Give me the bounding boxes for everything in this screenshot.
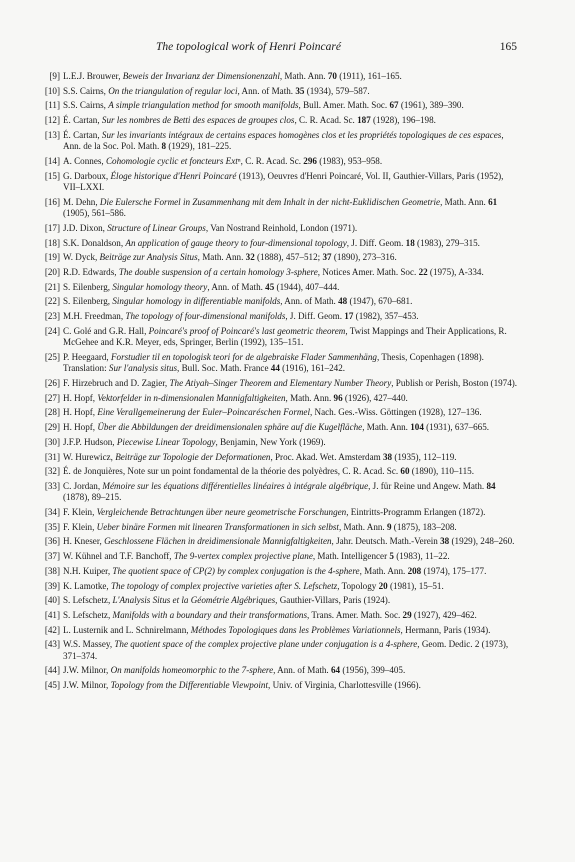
reference-volume: 187 <box>357 115 371 126</box>
reference-entry <box>30 156 518 167</box>
reference-segment: (1944), 407–444. <box>274 281 340 292</box>
reference-text <box>63 452 518 463</box>
reference-volume: 104 <box>410 422 424 433</box>
reference-number: [11] <box>45 100 60 111</box>
reference-entry <box>30 393 518 404</box>
reference-entry <box>30 437 518 448</box>
reference-segment: , Ann. of Math. <box>280 296 339 307</box>
reference-number: [33] <box>44 480 60 491</box>
reference-title: The 9-vertex complex projective plane <box>173 551 313 562</box>
reference-segment: C. Golé and G.R. Hall, <box>63 325 149 336</box>
reference-volume: 32 <box>245 252 255 263</box>
reference-number: [13] <box>44 129 60 140</box>
reference-number: [29] <box>44 422 60 433</box>
reference-entry <box>30 422 518 433</box>
running-title: The topological work of Henri Poincaré <box>156 41 341 53</box>
reference-volume: 48 <box>338 296 348 307</box>
reference-text <box>63 311 518 322</box>
reference-segment: , Math. Ann. <box>285 392 334 403</box>
reference-number: [20] <box>44 266 60 277</box>
reference-volume: 8 <box>161 141 167 152</box>
reference-segment: , Twist Mappings and Their Applications, R. McGehee and K.R. Meyer, eds, Springer, Berlin (1992), 135–151. <box>63 325 507 348</box>
reference-number: [38] <box>44 565 60 576</box>
reference-entry <box>30 595 518 606</box>
reference-segment: H. Hopf, <box>63 407 98 418</box>
reference-entry <box>30 536 518 547</box>
reference-text <box>63 223 518 234</box>
reference-entry <box>30 352 518 375</box>
reference-title: The double suspension of a certain homology 3-sphere <box>118 266 318 277</box>
reference-segment: (1911), 161–165. <box>336 71 402 81</box>
reference-title: Éloge historique d'Henri Poincaré <box>110 170 237 181</box>
reference-text <box>63 551 518 562</box>
reference-title: Beiträge zur Topologie der Deformationen <box>115 451 271 462</box>
reference-entry <box>30 223 518 234</box>
reference-title: On manifolds homeomorphic to the 7-sphere <box>110 665 274 676</box>
reference-segment: , Van Nostrand Reinhold, London (1971). <box>205 222 358 233</box>
reference-text <box>63 437 518 448</box>
reference-volume: 17 <box>344 311 354 322</box>
reference-segment: (1888), 457–512; <box>254 252 323 263</box>
reference-segment: C. Jordan, <box>63 480 103 491</box>
reference-title: Vektorfelder in n-dimensionalen Mannigfaltigkeiten <box>97 392 286 403</box>
reference-segment: S. Eilenberg, <box>63 281 113 292</box>
reference-text <box>63 71 518 82</box>
reference-segment: , J. für Reine und Angew. Math. <box>368 480 487 491</box>
reference-text <box>63 665 518 676</box>
reference-text <box>63 566 518 577</box>
reference-text <box>63 130 518 153</box>
reference-segment: S. Lefschetz, <box>63 609 113 620</box>
reference-text <box>63 625 518 636</box>
reference-volume: 44 <box>270 363 280 374</box>
reference-text <box>63 171 518 194</box>
reference-segment: F. Hirzebruch and D. Zagier, <box>63 377 170 388</box>
reference-title: The quotient space of CP(2) by complex conjugation is the 4-sphere <box>112 565 360 576</box>
reference-title: Cohomologie cyclic et foncteurs Ext <box>105 155 238 166</box>
reference-volume: 20 <box>378 580 388 591</box>
reference-title: A simple triangulation method for smooth manifolds <box>108 100 299 111</box>
reference-title: Sur les nombres de Betti des espaces de groupes clos <box>101 115 295 126</box>
reference-title: Sur l'analysis situs <box>108 363 178 374</box>
reference-segment: , Ann. of Math. <box>207 281 266 292</box>
reference-volume: 45 <box>265 281 275 292</box>
reference-entry <box>30 566 518 577</box>
reference-segment: W. Hurewicz, <box>63 451 116 462</box>
reference-segment: , Bull. Soc. Math. France <box>177 363 271 374</box>
reference-number: [32] <box>44 466 60 477</box>
reference-number: [34] <box>44 507 60 518</box>
reference-number: [31] <box>44 451 60 462</box>
reference-segment: (1926), 427–440. <box>342 392 408 403</box>
reference-volume: 96 <box>333 392 343 403</box>
reference-text <box>63 267 518 278</box>
reference-title: The Atiyah–Singer Theorem and Elementary Number Theory <box>169 377 392 388</box>
reference-segment: , Math. Ann. <box>279 71 328 81</box>
reference-volume: 18 <box>405 237 415 248</box>
reference-text <box>63 407 518 418</box>
reference-number: [17] <box>44 222 60 233</box>
reference-segment: F. Klein, <box>63 521 97 532</box>
reference-segment: (1905), 561–586. <box>63 208 126 219</box>
reference-entry <box>30 197 518 220</box>
reference-segment: M.H. Freedman, <box>63 311 126 322</box>
reference-segment: (1935), 112–119. <box>392 451 457 462</box>
reference-title: Beiträge zur Analysis Situs <box>99 252 198 263</box>
reference-segment: É. Cartan, <box>63 129 102 140</box>
reference-title: Vergleichende Betrachtungen über neure geometrische Forschungen <box>96 507 347 518</box>
reference-volume: 5 <box>389 551 394 562</box>
reference-number: [12] <box>44 115 60 126</box>
reference-segment: , Geom. Dedic. 2 (1973), 371–374. <box>63 639 509 661</box>
reference-number: [39] <box>44 580 60 591</box>
reference-list <box>30 71 518 695</box>
reference-segment: (1929), 248–260. <box>449 536 515 547</box>
reference-title: Ueber binäre Formen mit linearen Transformationen in sich selbst <box>96 521 339 532</box>
reference-segment: , Math. Ann. <box>440 196 489 207</box>
reference-segment: (1927), 429–462. <box>411 609 477 620</box>
reference-entry <box>30 378 518 389</box>
reference-segment: (1974), 175–177. <box>421 565 487 576</box>
reference-segment: M. Dehn, <box>63 196 100 207</box>
reference-entry <box>30 610 518 621</box>
reference-segment: (1961), 389–390. <box>398 100 464 111</box>
reference-number: [22] <box>44 296 60 307</box>
reference-text <box>63 326 518 349</box>
reference-title: Über die Abbildungen der dreidimensionalen sphäre auf die Kugelfläche <box>97 422 363 433</box>
reference-segment: L. Lusternik and L. Schnirelmann, <box>63 624 191 635</box>
reference-title: Sur les invariants intégraux de certains espaces homogènes clos et les propriétés topologiques de ces espaces <box>101 129 502 140</box>
reference-volume: 70 <box>327 71 337 81</box>
reference-segment: H. Hopf, <box>63 422 98 433</box>
reference-segment: (1982), 357–453. <box>353 311 419 322</box>
reference-segment: , Trans. Amer. Math. Soc. <box>307 609 403 620</box>
reference-volume: 37 <box>322 252 332 263</box>
reference-segment: J.D. Dixon, <box>63 222 108 233</box>
reference-segment: (1983), 11–22. <box>393 551 450 562</box>
reference-segment: , J. Diff. Geom. <box>285 311 345 322</box>
reference-title: Geschlossene Flächen in dreidimensionale Mannigfaltigkeiten <box>104 536 332 547</box>
reference-entry <box>30 282 518 293</box>
reference-number: [19] <box>44 252 60 263</box>
running-header <box>30 40 517 54</box>
reference-segment: , Univ. of Virginia, Charlottesville (1966). <box>268 680 421 691</box>
reference-segment: (1981), 15–51. <box>387 580 444 591</box>
reference-title: Topology from the Differentiable Viewpoint <box>110 680 269 691</box>
reference-number: [36] <box>44 536 60 547</box>
reference-text <box>63 422 518 433</box>
reference-volume: 29 <box>402 609 412 620</box>
reference-segment: , Math. Ann. <box>197 252 246 263</box>
reference-entry <box>30 466 518 477</box>
reference-segment: L.E.J. Brouwer, <box>63 71 123 81</box>
reference-segment: (1929), 181–225. <box>166 141 232 152</box>
reference-volume: 64 <box>330 665 341 676</box>
reference-number: [45] <box>44 680 60 691</box>
reference-segment: S. Eilenberg, <box>63 296 113 307</box>
reference-entry <box>30 100 518 111</box>
reference-segment: , C. R. Acad. Sc. <box>294 115 358 126</box>
reference-volume: 38 <box>382 451 393 462</box>
reference-segment: , Topology <box>337 580 379 591</box>
reference-title: Piecewise Linear Topology <box>116 436 216 447</box>
reference-number: [27] <box>44 392 60 403</box>
reference-segment: , Eintritts-Programm Erlangen (1872). <box>346 507 486 518</box>
reference-segment: (1928), 196–198. <box>370 115 436 126</box>
reference-segment: , Gauthier-Villars, Paris (1924). <box>275 595 391 606</box>
reference-title: Eine Verallgemeinerung der Euler–Poincaréschen Formel <box>97 407 310 418</box>
reference-segment: (1983), 279–315. <box>414 237 480 248</box>
reference-segment: , Notices Amer. Math. Soc. <box>317 266 419 277</box>
reference-text <box>63 393 518 404</box>
reference-title: An application of gauge theory to four-dimensional topology <box>125 237 347 248</box>
reference-volume: 67 <box>389 100 399 111</box>
reference-segment: , Math. Intelligencer <box>312 551 390 562</box>
reference-volume: 61 <box>488 196 498 207</box>
reference-number: [16] <box>44 196 60 207</box>
reference-entry <box>30 452 518 463</box>
reference-title: Manifolds with a boundary and their transformations <box>112 609 308 620</box>
reference-entry <box>30 238 518 249</box>
reference-title: The topology of four-dimensional manifolds <box>125 311 286 322</box>
reference-segment: (1983), 953–958. <box>316 155 383 166</box>
reference-segment: (1875), 183–208. <box>391 521 457 532</box>
reference-entry <box>30 407 518 418</box>
reference-segment: , Nach. Ges.-Wiss. Göttingen (1928), 127–136. <box>310 407 482 418</box>
reference-title: Structure of Linear Groups <box>107 222 206 233</box>
reference-number: [18] <box>44 237 60 248</box>
reference-text <box>63 610 518 621</box>
reference-entry <box>30 522 518 533</box>
reference-number: [28] <box>44 407 60 418</box>
reference-segment: J.W. Milnor, <box>63 680 111 691</box>
reference-segment: É. Cartan, <box>63 115 102 126</box>
reference-entry <box>30 130 518 153</box>
reference-text <box>63 378 518 389</box>
reference-segment: (1890), 110–115. <box>409 466 474 477</box>
reference-text <box>63 156 518 167</box>
reference-number: [14] <box>44 155 60 166</box>
reference-segment: , Hermann, Paris (1934). <box>400 624 491 635</box>
reference-text <box>63 466 518 477</box>
reference-segment: F. Klein, <box>63 507 97 518</box>
reference-entry <box>30 665 518 676</box>
reference-segment: W.S. Massey, <box>63 639 115 650</box>
reference-segment: , Ann. of Math. <box>237 85 296 96</box>
reference-entry <box>30 481 518 504</box>
reference-segment: (1956), 399–405. <box>340 665 406 676</box>
reference-segment: (1975), A-334. <box>427 266 484 277</box>
reference-volume: 208 <box>407 565 422 576</box>
reference-segment: S. Lefschetz, <box>63 595 113 606</box>
page-number: 165 <box>499 41 517 53</box>
reference-title: Méthodes Topologiques dans les Problèmes Variationnels <box>190 624 401 635</box>
reference-segment: ⁿ, C. R. Acad. Sc. <box>237 155 304 166</box>
reference-number: [24] <box>44 325 60 336</box>
reference-number: [9] <box>49 71 60 81</box>
reference-number: [26] <box>44 377 60 388</box>
reference-segment: H. Hopf, <box>63 392 98 403</box>
reference-volume: 35 <box>295 85 305 96</box>
reference-segment: P. Heegaard, <box>63 351 111 362</box>
reference-text <box>63 115 518 126</box>
reference-entry <box>30 252 518 263</box>
reference-number: [35] <box>44 521 60 532</box>
reference-segment: J.W. Milnor, <box>63 665 111 676</box>
reference-number: [15] <box>44 170 60 181</box>
reference-segment: , J. Diff. Geom. <box>346 237 406 248</box>
reference-segment: , Thesis, Copenhagen (1898). Translation: <box>63 351 484 374</box>
reference-text <box>63 680 518 691</box>
reference-segment: S.K. Donaldson, <box>63 237 126 248</box>
reference-segment: (1878), 89–215. <box>63 492 122 503</box>
reference-segment: J.F.P. Hudson, <box>63 436 117 447</box>
reference-text <box>63 536 518 547</box>
reference-entry <box>30 680 518 691</box>
reference-segment: K. Lamotke, <box>63 580 111 591</box>
reference-entry <box>30 296 518 307</box>
reference-segment: , Math. Ann. <box>362 422 411 433</box>
reference-entry <box>30 311 518 322</box>
reference-entry <box>30 71 518 82</box>
reference-entry <box>30 171 518 194</box>
reference-segment: , Ann. de la Soc. Pol. Math. <box>63 129 504 152</box>
reference-text <box>63 639 518 662</box>
reference-title: Forstudier til en topologisk teori for de algebraiske Flader Sammenhäng <box>110 351 377 362</box>
reference-segment: S.S. Cairns, <box>63 100 109 111</box>
reference-text <box>63 595 518 606</box>
reference-segment: , Jahr. Deutsch. Math.-Verein <box>331 536 441 547</box>
reference-text <box>63 296 518 307</box>
reference-text <box>63 86 518 97</box>
reference-number: [21] <box>44 281 60 292</box>
reference-segment: (1913), Oeuvres d'Henri Poincaré, Vol. II, Gauthier-Villars, Paris (1952), VII–LXXI. <box>63 170 504 193</box>
reference-entry <box>30 326 518 349</box>
reference-segment: , Ann. of Math. <box>273 665 331 676</box>
reference-title: On the triangulation of regular loci <box>108 85 238 96</box>
reference-segment: W. Dyck, <box>63 252 100 263</box>
reference-segment: G. Darboux, <box>63 170 111 181</box>
reference-segment: (1947), 670–681. <box>347 296 413 307</box>
reference-entry <box>30 551 518 562</box>
reference-number: [44] <box>44 665 60 676</box>
reference-text <box>63 481 518 504</box>
reference-segment: , Bull. Amer. Math. Soc. <box>298 100 390 111</box>
reference-title: Die Eulersche Formel in Zusammenhang mit dem Inhalt in der nicht-Euklidischen Geometrie <box>99 196 441 207</box>
reference-number: [41] <box>44 609 60 620</box>
reference-segment: , Math. Ann. <box>338 521 387 532</box>
reference-segment: É. de Jonquières, Note sur un point fondamental de la théorie des polyèdres, C. R. Acad. Sc. <box>63 466 401 477</box>
reference-number: [10] <box>44 85 60 96</box>
reference-entry <box>30 625 518 636</box>
reference-segment: (1931), 637–665. <box>423 422 490 433</box>
reference-entry <box>30 86 518 97</box>
reference-segment: S.S. Cairns, <box>63 85 109 96</box>
reference-text <box>63 100 518 111</box>
reference-segment: R.D. Edwards, <box>63 266 119 277</box>
reference-text <box>63 197 518 220</box>
reference-volume: 84 <box>486 480 496 491</box>
reference-number: [23] <box>44 311 60 322</box>
reference-title: Singular homology theory <box>112 281 208 292</box>
reference-entry <box>30 581 518 592</box>
reference-volume: 60 <box>400 466 410 477</box>
reference-entry <box>30 115 518 126</box>
reference-number: [40] <box>44 595 60 606</box>
reference-number: [43] <box>44 639 60 650</box>
reference-text <box>63 581 518 592</box>
reference-number: [25] <box>44 351 60 362</box>
reference-text <box>63 352 518 375</box>
reference-text <box>63 507 518 518</box>
reference-segment: N.H. Kuiper, <box>63 565 113 576</box>
reference-volume: 38 <box>440 536 450 547</box>
reference-entry <box>30 639 518 662</box>
reference-number: [30] <box>44 436 60 447</box>
reference-title: The topology of complex projective varieties after S. Lefschetz <box>110 580 338 591</box>
reference-segment: (1890), 273–316. <box>331 252 397 263</box>
reference-segment: (1934), 579–587. <box>304 85 370 96</box>
reference-segment: A. Connes, <box>63 155 106 166</box>
reference-entry <box>30 507 518 518</box>
reference-segment: , Math. Ann. <box>359 565 408 576</box>
reference-text <box>63 252 518 263</box>
reference-title: The quotient space of the complex projective plane under conjugation is a 4-sphere <box>114 639 418 650</box>
reference-title: L'Analysis Situs et la Géométrie Algébriques <box>112 595 276 606</box>
reference-segment: H. Kneser, <box>63 536 105 547</box>
reference-segment: , Proc. Akad. Wet. Amsterdam <box>270 451 383 462</box>
reference-number: [37] <box>44 551 60 562</box>
reference-number: [42] <box>44 624 60 635</box>
reference-volume: 296 <box>303 155 317 166</box>
reference-text <box>63 522 518 533</box>
reference-segment: , Benjamin, New York (1969). <box>215 436 326 447</box>
reference-title: Mémoire sur les équations différentielles linéaires à intégrale algébrique <box>102 480 369 491</box>
reference-title: Poincaré's proof of Poincaré's last geometric theorem <box>148 325 346 336</box>
reference-segment: , Publish or Perish, Boston (1974). <box>391 377 518 388</box>
reference-title: Beweis der Invarianz der Dimensionenzahl <box>122 71 280 81</box>
reference-volume: 22 <box>418 266 428 277</box>
reference-segment: (1916), 161–242. <box>279 363 346 374</box>
reference-text <box>63 282 518 293</box>
reference-text <box>63 238 518 249</box>
reference-entry <box>30 267 518 278</box>
reference-volume: 9 <box>386 521 392 532</box>
reference-segment: W. Kühnel and T.F. Banchoff, <box>63 551 174 562</box>
reference-title: Singular homology in differentiable manifolds <box>112 296 281 307</box>
